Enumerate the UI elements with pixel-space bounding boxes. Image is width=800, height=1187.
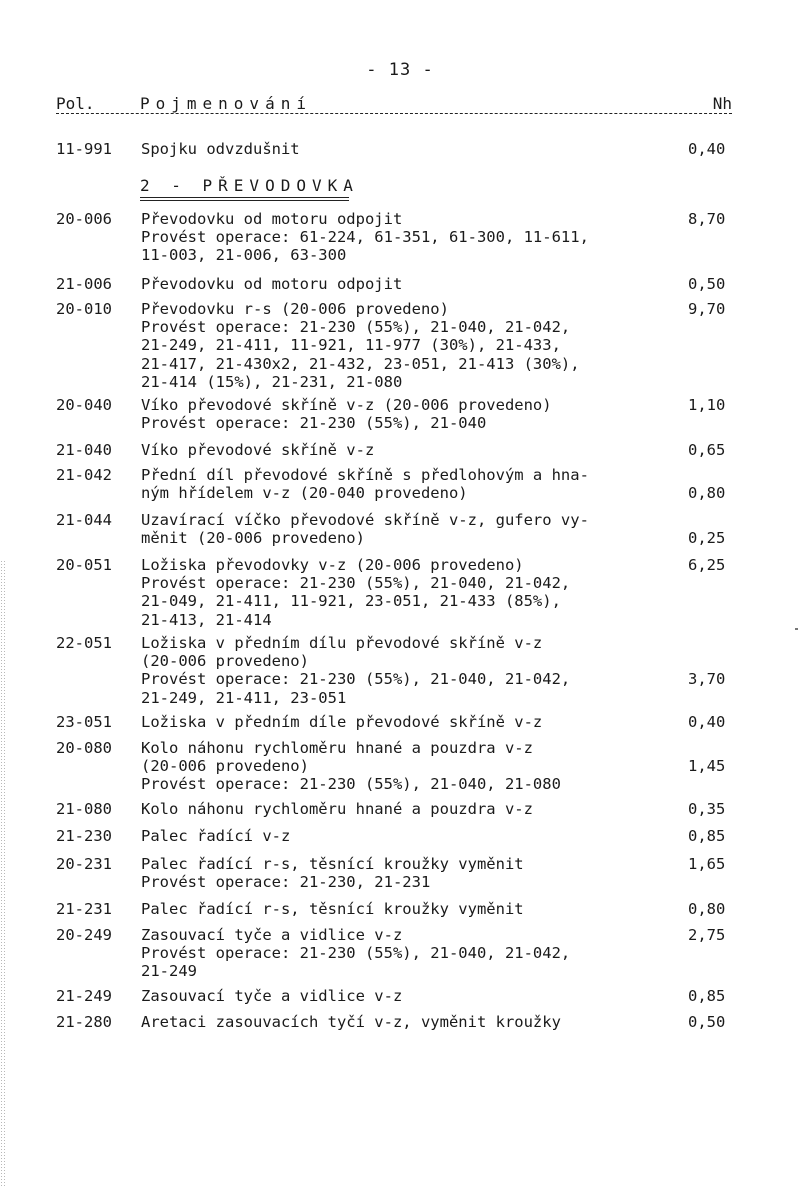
row-description-line: Palec řadící r-s, těsnící kroužky vyměnit xyxy=(141,900,524,918)
row-code: 20-249 xyxy=(56,926,112,944)
row-description-line: Ložiska v předním dílu převodové skříně v-z xyxy=(141,634,543,652)
row-norm-hours: 0,40 xyxy=(688,713,726,731)
section-title-underline xyxy=(140,197,349,198)
row-description xyxy=(141,1013,661,1031)
row-description-line: (20-006 provedeno) xyxy=(141,652,309,671)
row-description-line: Palec řadící r-s, těsnící kroužky vyměnit xyxy=(141,855,524,873)
row-description-line: Provést operace: 21-230 (55%), 21-040, 21-042, xyxy=(141,944,571,963)
row-norm-hours: 6,25 xyxy=(688,556,726,574)
row-norm-hours: 0,65 xyxy=(688,441,726,459)
row-description-line: Provést operace: 21-230 (55%), 21-040, 21-042, xyxy=(141,318,571,337)
row-description-line: 21-414 (15%), 21-231, 21-080 xyxy=(141,372,403,391)
row-description-line: Provést operace: 61-224, 61-351, 61-300, 11-611, xyxy=(141,228,589,247)
row-description-line: Ložiska převodovky v-z (20-006 provedeno) xyxy=(141,556,524,574)
row-code: 20-006 xyxy=(56,210,112,228)
header-nh: Nh xyxy=(712,94,732,113)
header-name: Pojmenování xyxy=(140,94,312,113)
row-description-line: Aretaci zasouvacích tyčí v-z, vyměnit kroužky xyxy=(141,1013,561,1031)
row-code: 23-051 xyxy=(56,713,112,731)
row-description-line: ným hřídelem v-z (20-040 provedeno) xyxy=(141,484,468,503)
row-norm-hours: 0,40 xyxy=(688,140,726,158)
row-description-line: Kolo náhonu rychloměru hnané a pouzdra v-z xyxy=(141,739,533,757)
row-description-line: 21-413, 21-414 xyxy=(141,610,272,629)
row-description xyxy=(141,900,661,918)
row-description-line: Provést operace: 21-230 (55%), 21-040 xyxy=(141,414,487,433)
row-description-line: Provést operace: 21-230 (55%), 21-040, 21-042, xyxy=(141,670,571,689)
row-description xyxy=(141,511,661,547)
row-norm-hours: 8,70 xyxy=(688,210,726,228)
scan-mark xyxy=(795,628,798,630)
row-description-line: Převodovku od motoru odpojit xyxy=(141,275,403,293)
row-description xyxy=(141,210,661,265)
row-description-line: Uzavírací víčko převodové skříně v-z, gufero vy- xyxy=(141,511,589,529)
row-code: 20-010 xyxy=(56,300,112,318)
row-code: 20-080 xyxy=(56,739,112,757)
row-description-line: Přední díl převodové skříně s předlohovým a hna- xyxy=(141,466,589,484)
row-norm-hours: 1,10 xyxy=(688,396,726,414)
row-description-line: Zasouvací tyče a vidlice v-z xyxy=(141,926,403,944)
row-code: 21-230 xyxy=(56,827,112,845)
row-norm-hours: 3,70 xyxy=(688,670,726,689)
row-norm-hours: 0,25 xyxy=(688,529,726,548)
row-code: 21-280 xyxy=(56,1013,112,1031)
row-code: 21-006 xyxy=(56,275,112,293)
row-description xyxy=(141,926,661,981)
row-description-line: Víko převodové skříně v-z xyxy=(141,441,375,459)
row-description xyxy=(141,855,661,891)
table-header xyxy=(56,94,732,120)
row-description-line: (20-006 provedeno) xyxy=(141,757,309,776)
row-description-line: 21-417, 21-430x2, 21-432, 23-051, 21-413 (30%), xyxy=(141,354,580,373)
row-code: 22-051 xyxy=(56,634,112,652)
row-code: 20-231 xyxy=(56,855,112,873)
row-norm-hours: 9,70 xyxy=(688,300,726,318)
row-description-line: 21-249, 21-411, 23-051 xyxy=(141,688,347,707)
row-description-line: Kolo náhonu rychloměru hnané a pouzdra v-z xyxy=(141,800,533,818)
row-description-line: Převodovku r-s (20-006 provedeno) xyxy=(141,300,449,318)
row-code: 21-044 xyxy=(56,511,112,529)
row-code: 21-080 xyxy=(56,800,112,818)
row-code: 20-051 xyxy=(56,556,112,574)
header-pol: Pol. xyxy=(56,94,95,113)
row-description-line: Ložiska v předním díle převodové skříně v-z xyxy=(141,713,543,731)
row-description xyxy=(141,300,661,391)
row-description-line: Provést operace: 21-230, 21-231 xyxy=(141,873,431,892)
row-norm-hours: 0,85 xyxy=(688,987,726,1005)
row-norm-hours: 2,75 xyxy=(688,926,726,944)
row-code: 11-991 xyxy=(56,140,112,158)
row-description-line: měnit (20-006 provedeno) xyxy=(141,529,365,548)
row-norm-hours: 1,65 xyxy=(688,855,726,873)
row-description xyxy=(141,987,661,1005)
row-norm-hours: 0,85 xyxy=(688,827,726,845)
row-norm-hours: 0,80 xyxy=(688,484,726,503)
row-description xyxy=(141,713,661,731)
header-rule xyxy=(56,113,732,114)
row-code: 21-231 xyxy=(56,900,112,918)
row-description xyxy=(141,739,661,794)
row-description-line: 11-003, 21-006, 63-300 xyxy=(141,246,347,265)
row-description-line: Palec řadící v-z xyxy=(141,827,291,845)
row-description-line: 21-249, 21-411, 11-921, 11-977 (30%), 21-433, xyxy=(141,336,561,355)
row-description xyxy=(141,800,661,818)
row-description-line: Víko převodové skříně v-z (20-006 provedeno) xyxy=(141,396,552,414)
row-norm-hours: 0,50 xyxy=(688,1013,726,1031)
row-description xyxy=(141,466,661,502)
row-norm-hours: 0,35 xyxy=(688,800,726,818)
row-norm-hours: 1,45 xyxy=(688,757,726,776)
row-code: 21-042 xyxy=(56,466,112,484)
row-description xyxy=(141,634,661,707)
section-title xyxy=(140,176,359,195)
section-title-text: 2 - PŘEVODOVKA xyxy=(140,176,359,195)
row-description xyxy=(141,827,661,845)
row-code: 21-040 xyxy=(56,441,112,459)
row-description-line: 21-049, 21-411, 11-921, 23-051, 21-433 (85%), xyxy=(141,592,561,611)
row-description-line: 21-249 xyxy=(141,962,197,981)
row-description xyxy=(141,275,661,293)
row-description xyxy=(141,396,661,432)
page-number: - 13 - xyxy=(366,60,434,80)
row-norm-hours: 0,80 xyxy=(688,900,726,918)
row-description-line: Provést operace: 21-230 (55%), 21-040, 21-042, xyxy=(141,574,571,593)
row-description-line: Spojku odvzdušnit xyxy=(141,140,300,158)
row-description-line: Zasouvací tyče a vidlice v-z xyxy=(141,987,403,1005)
row-description-line: Provést operace: 21-230 (55%), 21-040, 21-080 xyxy=(141,775,561,794)
section-title-underline-second xyxy=(140,200,349,201)
row-description xyxy=(141,441,661,459)
row-code: 20-040 xyxy=(56,396,112,414)
row-code: 21-249 xyxy=(56,987,112,1005)
row-description xyxy=(141,140,661,158)
row-description-line: Převodovku od motoru odpojit xyxy=(141,210,403,228)
scan-edge-texture xyxy=(0,560,6,1187)
row-norm-hours: 0,50 xyxy=(688,275,726,293)
row-description xyxy=(141,556,661,629)
